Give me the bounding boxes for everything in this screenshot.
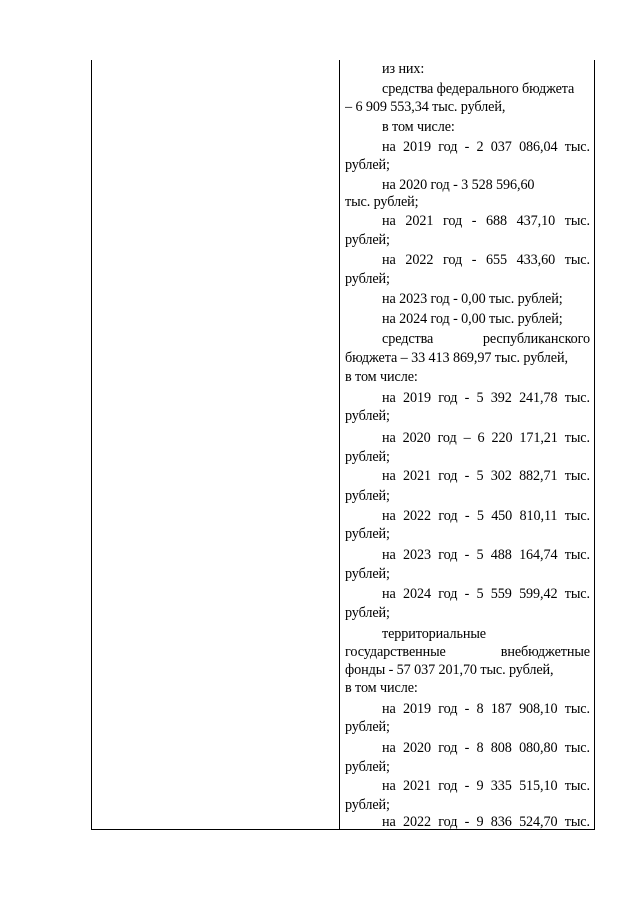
right-cell xyxy=(345,60,590,829)
word: тыс. xyxy=(564,701,590,717)
word: 2022 xyxy=(405,252,434,268)
text-line xyxy=(382,507,590,525)
word: тыс. xyxy=(564,430,590,446)
word: 335 xyxy=(490,778,512,794)
text-line xyxy=(382,389,590,407)
word: тыс. xyxy=(564,814,590,829)
word: год xyxy=(438,586,458,602)
word: на xyxy=(382,430,396,446)
word: тыс. xyxy=(564,468,590,484)
text-line xyxy=(382,138,590,156)
text-line: рублей; xyxy=(345,271,390,287)
word: 559 xyxy=(490,586,512,602)
word: 688 xyxy=(486,213,507,229)
text-line xyxy=(382,251,590,269)
text-line xyxy=(382,212,590,230)
word: 2021 xyxy=(402,778,431,794)
text-line xyxy=(345,643,590,661)
word: 171,21 xyxy=(519,430,558,446)
text-line: рублей; xyxy=(345,719,390,735)
word: 5 xyxy=(476,586,484,602)
word: на xyxy=(382,701,396,717)
word: - xyxy=(471,252,477,268)
word: 450 xyxy=(491,508,513,524)
word: внебюджетные xyxy=(500,644,590,660)
text-line: – 6 909 553,34 тыс. рублей, xyxy=(345,99,506,115)
text-line: средства федерального бюджета xyxy=(382,81,575,97)
text-line: рублей; xyxy=(345,157,390,173)
word: год xyxy=(438,139,458,155)
word: - xyxy=(464,814,470,829)
word: тыс. xyxy=(564,390,590,406)
text-line xyxy=(382,813,590,829)
word: тыс. xyxy=(564,139,590,155)
text-line: фонды - 57 037 201,70 тыс. рублей, xyxy=(345,662,554,678)
word: 437,10 xyxy=(516,213,556,229)
text-line: на 2023 год - 0,00 тыс. рублей; xyxy=(382,291,563,307)
word: год xyxy=(437,430,457,446)
word: - xyxy=(464,390,470,406)
word: - xyxy=(464,508,470,524)
word: - xyxy=(464,139,470,155)
budget-table xyxy=(91,60,595,830)
text-line: рублей; xyxy=(345,605,390,621)
text-line: рублей; xyxy=(345,408,390,424)
text-line: рублей; xyxy=(345,488,390,504)
word: 220 xyxy=(491,430,513,446)
text-line xyxy=(382,777,590,795)
word: тыс. xyxy=(564,547,590,563)
word: на xyxy=(382,213,396,229)
text-line xyxy=(382,330,590,348)
word: средства xyxy=(382,331,434,347)
word: тыс. xyxy=(564,778,590,794)
word: - xyxy=(464,586,470,602)
word: на xyxy=(382,508,396,524)
text-line: из них: xyxy=(382,61,425,77)
text-line: рублей; xyxy=(345,759,390,775)
word: 302 xyxy=(490,468,512,484)
word: 2 xyxy=(476,139,484,155)
word: - xyxy=(464,740,470,756)
text-line: в том числе: xyxy=(345,369,418,385)
text-line: рублей; xyxy=(345,526,390,542)
funding-text xyxy=(345,60,590,829)
word: тыс. xyxy=(564,213,590,229)
word: год xyxy=(438,778,458,794)
word: 2024 xyxy=(402,586,431,602)
word: - xyxy=(471,213,477,229)
word: 9 xyxy=(476,778,484,794)
text-line: территориальные xyxy=(382,626,486,642)
word: год xyxy=(438,547,458,563)
left-cell xyxy=(92,60,339,829)
word: - xyxy=(464,778,470,794)
text-line: в том числе: xyxy=(382,119,455,135)
text-line: рублей; xyxy=(345,797,390,813)
text-line: тыс. рублей; xyxy=(345,194,419,210)
word: год xyxy=(438,701,458,717)
word: год xyxy=(443,252,463,268)
word: на xyxy=(382,139,396,155)
word: 8 xyxy=(476,740,484,756)
text-line: бюджета – 33 413 869,97 тыс. рублей, xyxy=(345,350,568,366)
word: на xyxy=(382,547,396,563)
word: 433,60 xyxy=(516,252,556,268)
word: на xyxy=(382,468,396,484)
word: тыс. xyxy=(564,740,590,756)
word: 515,10 xyxy=(519,778,558,794)
word: 810,11 xyxy=(519,508,558,524)
word: республиканского xyxy=(482,331,590,347)
word: тыс. xyxy=(564,252,590,268)
text-line xyxy=(382,467,590,485)
word: год xyxy=(438,814,458,829)
word: – xyxy=(463,430,471,446)
word: на xyxy=(382,778,396,794)
word: - xyxy=(464,701,470,717)
text-line: на 2020 год - 3 528 596,60 xyxy=(382,177,535,193)
word: на xyxy=(382,586,396,602)
text-line xyxy=(382,585,590,603)
text-line xyxy=(382,700,590,718)
word: 5 xyxy=(476,547,484,563)
word: год xyxy=(438,740,458,756)
word: на xyxy=(382,740,396,756)
text-line: рублей; xyxy=(345,449,390,465)
word: 9 xyxy=(476,814,484,829)
word: 187 xyxy=(490,701,512,717)
word: 2019 xyxy=(402,701,431,717)
word: 5 xyxy=(476,508,484,524)
word: 2022 xyxy=(402,814,431,829)
word: 655 xyxy=(486,252,507,268)
word: 908,10 xyxy=(519,701,558,717)
word: 5 xyxy=(476,390,484,406)
word: год xyxy=(438,508,458,524)
word: 2023 xyxy=(402,547,431,563)
word: на xyxy=(382,390,396,406)
word: 8 xyxy=(476,701,484,717)
word: 808 xyxy=(490,740,512,756)
word: 6 xyxy=(477,430,485,446)
word: - xyxy=(464,547,470,563)
word: год xyxy=(438,390,458,406)
word: - xyxy=(464,468,470,484)
word: 2020 xyxy=(402,740,431,756)
word: на xyxy=(382,252,396,268)
word: 2021 xyxy=(405,213,434,229)
word: 080,80 xyxy=(519,740,558,756)
word: 2022 xyxy=(403,508,432,524)
word: тыс. xyxy=(564,586,590,602)
word: 2020 xyxy=(402,430,431,446)
word: 2021 xyxy=(402,468,431,484)
word: 882,71 xyxy=(519,468,558,484)
text-line xyxy=(382,429,590,447)
word: 037 xyxy=(490,139,512,155)
word: 392 xyxy=(490,390,512,406)
word: государственные xyxy=(345,644,446,660)
word: на xyxy=(382,814,396,829)
word: год xyxy=(438,468,458,484)
text-line xyxy=(382,739,590,757)
word: тыс. xyxy=(564,508,590,524)
text-line: на 2024 год - 0,00 тыс. рублей; xyxy=(382,311,563,327)
word: 836 xyxy=(490,814,512,829)
word: 599,42 xyxy=(519,586,558,602)
word: 086,04 xyxy=(519,139,558,155)
text-line: рублей; xyxy=(345,232,390,248)
text-line: рублей; xyxy=(345,566,390,582)
word: 524,70 xyxy=(519,814,558,829)
word: 241,78 xyxy=(519,390,558,406)
text-line xyxy=(382,546,590,564)
word: 5 xyxy=(476,468,484,484)
word: 164,74 xyxy=(519,547,558,563)
word: 2019 xyxy=(402,139,431,155)
column-divider xyxy=(339,60,340,829)
text-line: в том числе: xyxy=(345,680,418,696)
word: год xyxy=(443,213,463,229)
word: 2019 xyxy=(402,390,431,406)
word: 488 xyxy=(490,547,512,563)
